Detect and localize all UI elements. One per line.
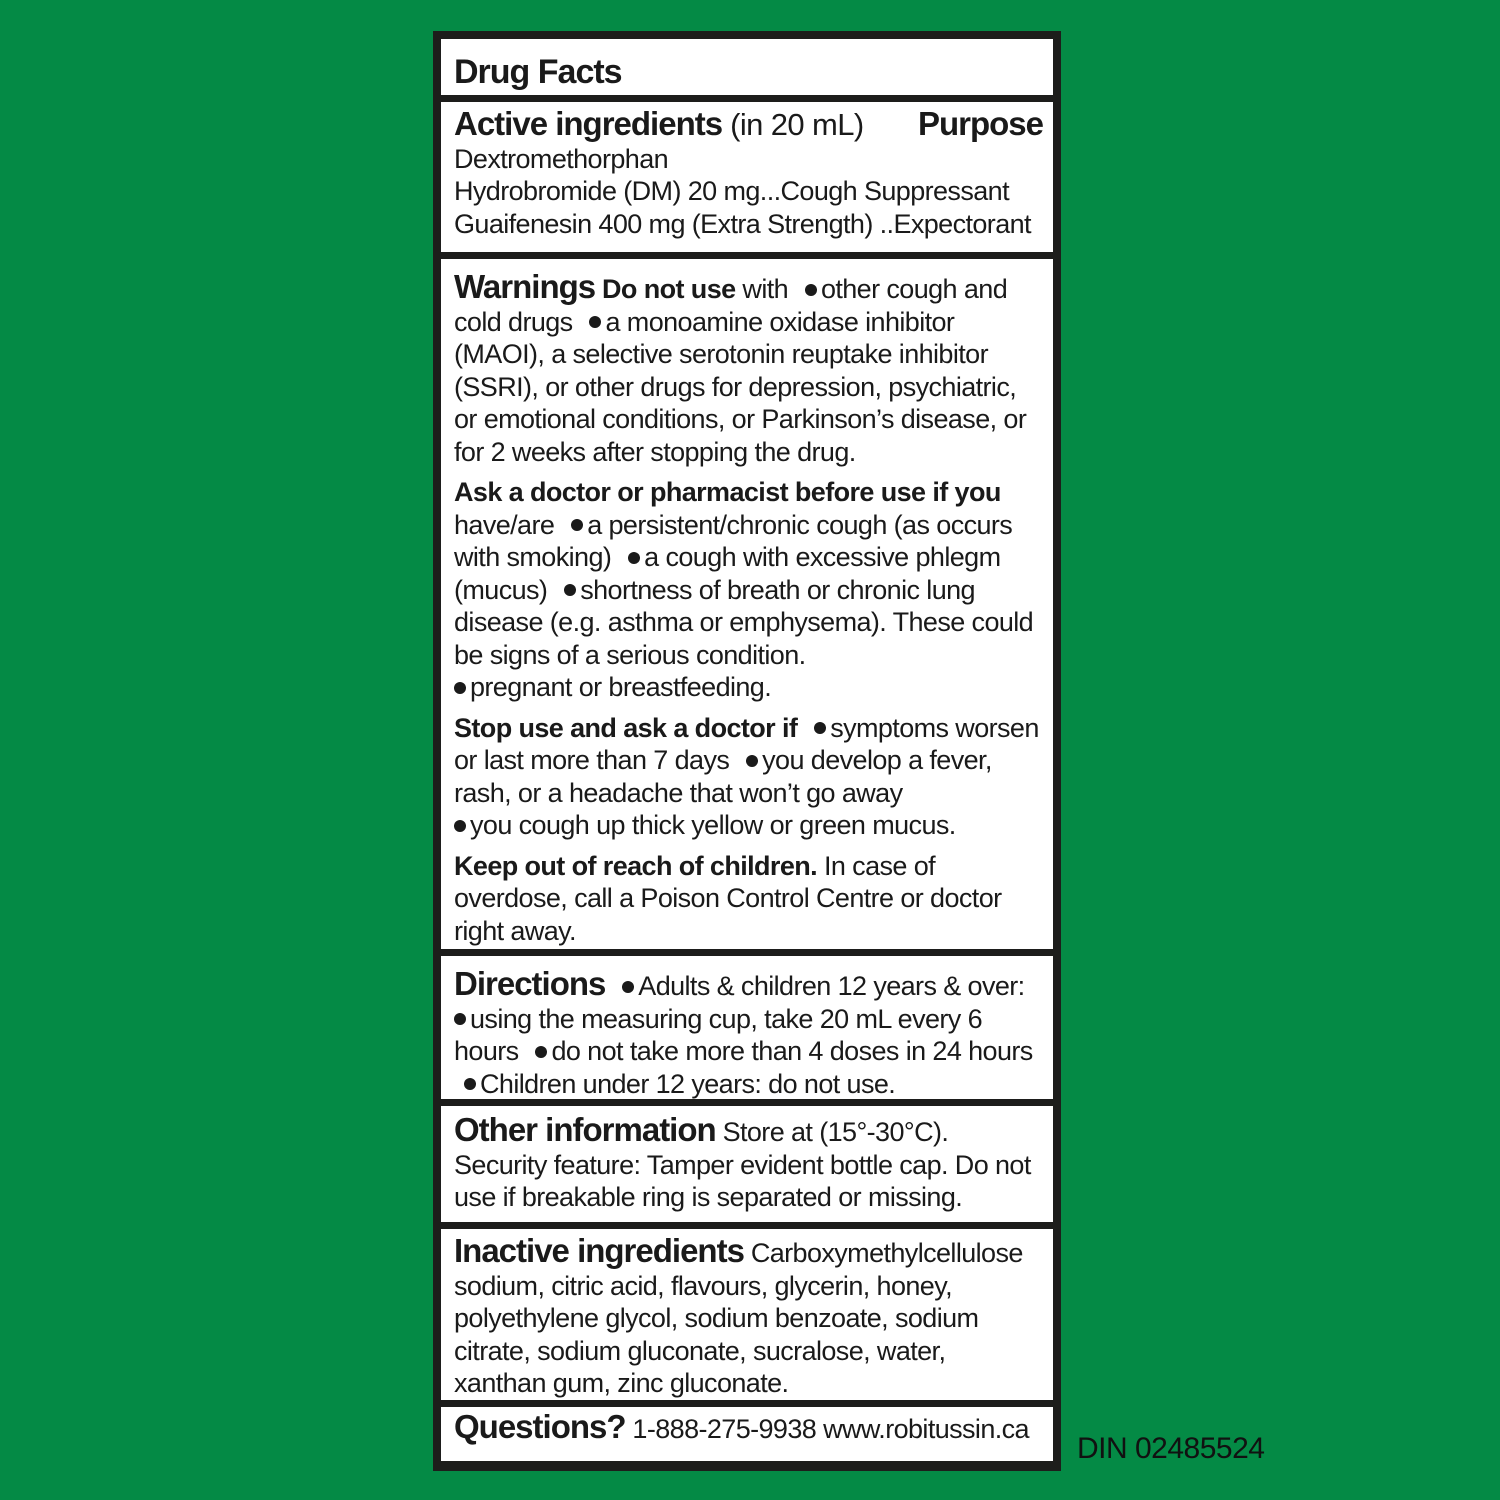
questions-heading: Questions? [454,1408,626,1445]
bullet-icon [464,1078,476,1090]
stop-use-item: symptoms worsen or last more than 7 days [454,712,1039,775]
stop-use-item: you cough up thick yellow or green mucus. [470,810,956,840]
keep-out-text: In case of overdose, call a Poison Control Centre or doctor right away. [454,850,1002,946]
warnings-section [441,259,1053,949]
bullet-icon [454,820,466,832]
directions-heading: Directions [454,965,606,1002]
active-line-2 [454,175,1043,208]
bullet-icon [535,1046,547,1058]
bullet-icon [454,1013,466,1025]
title-section [441,39,1053,95]
direction-item: Adults & children 12 years & over: [638,971,1025,1001]
bullet-icon [814,722,826,734]
page-title: Drug Facts [454,53,622,91]
bullet-icon [746,755,758,767]
bullet-icon [628,552,640,564]
other-information-section [441,1106,1053,1222]
bullet-icon [805,284,817,296]
keep-out-paragraph [454,850,1043,948]
direction-item: Children under 12 years: do not use. [480,1068,896,1099]
direction-item: do not take more than 4 doses in 24 hours [551,1036,1033,1066]
do-not-use-label: Do not use [602,274,736,304]
other-information-heading: Other information [454,1111,716,1148]
warnings-heading: Warnings [454,268,596,305]
dm-dose: Hydrobromide (DM) 20 mg [454,176,760,206]
active-header-row [454,105,1043,143]
active-ingredients-heading: Active ingredients [454,105,723,142]
active-ingredients-section [441,102,1053,252]
questions-section [441,1407,1053,1461]
inactive-ingredients-section [441,1229,1053,1400]
warning-item: a monoamine oxidase inhibitor (MAOI), a selective serotonin reuptake inhibitor (SSRI), or other drugs for depression, psychiatric, or emotional conditions, or Parkinson’s disease, or for 2 weeks after stopping the drug. [454,306,1027,467]
guaifenesin-dose: Guaifenesin 400 mg (Extra Strength) [454,208,873,239]
ask-doctor-item: shortness of breath or chronic lung disease (e.g. asthma or emphysema). These could be signs of a serious condition. [454,574,1034,670]
ask-doctor-label: Ask a doctor or pharmacist before use if you [454,477,1001,507]
ask-doctor-item: a cough with excessive phlegm (mucus) [454,542,1001,605]
dm-purpose: ...Cough Suppressant [759,176,1009,206]
do-not-use-text: with [735,274,795,304]
other-information-text: Store at (15°-30°C). Security feature: Tamper evident bottle cap. Do not use if breakable ring is separated or missing. [454,1117,1031,1212]
do-not-use-paragraph [454,268,1043,468]
directions-section [441,956,1053,1099]
bullet-icon [454,682,466,694]
bullet-icon [589,316,601,328]
guaifenesin-purpose: ..Expectorant [879,208,1031,239]
ask-doctor-item: a persistent/chronic cough (as occurs with smoking) [454,509,1013,572]
inactive-ingredients-heading: Inactive ingredients [454,1232,744,1269]
ask-doctor-text: have/are [454,509,562,540]
ask-doctor-paragraph [454,476,1043,704]
phone-number[interactable]: 1-888-275-9938 [625,1414,817,1444]
active-ingredients-note: (in 20 mL) [722,107,864,142]
purpose-heading: Purpose [917,105,1043,142]
stop-use-item: you develop a fever, rash, or a headache that won’t go away [454,745,992,808]
warning-item: other cough and cold drugs [454,274,1008,337]
active-line-3 [454,208,1043,241]
stop-use-label: Stop use and ask a doctor if [454,712,798,743]
keep-out-label: Keep out of reach of children. [454,850,818,881]
stop-use-paragraph [454,712,1043,842]
bullet-icon [571,519,583,531]
bullet-icon [622,981,634,993]
ask-doctor-item: pregnant or breastfeeding. [470,672,772,702]
active-line-1: Dextromethorphan [454,143,669,174]
inactive-ingredients-text: Carboxymethylcellulose sodium, citric acid, flavours, glycerin, honey, polyethylene glycol, sodium benzoate, sodium citrate, sodium gluconate, sucralose, water, xanthan gum, zinc gluconate. [454,1238,1023,1398]
website-link[interactable]: www.robitussin.ca [816,1414,1029,1444]
bullet-icon [564,584,576,596]
drug-facts-label [433,31,1061,1471]
din-number: DIN 02485524 [1077,1432,1265,1465]
direction-item: using the measuring cup, take 20 mL every 6 hours [454,1003,982,1066]
